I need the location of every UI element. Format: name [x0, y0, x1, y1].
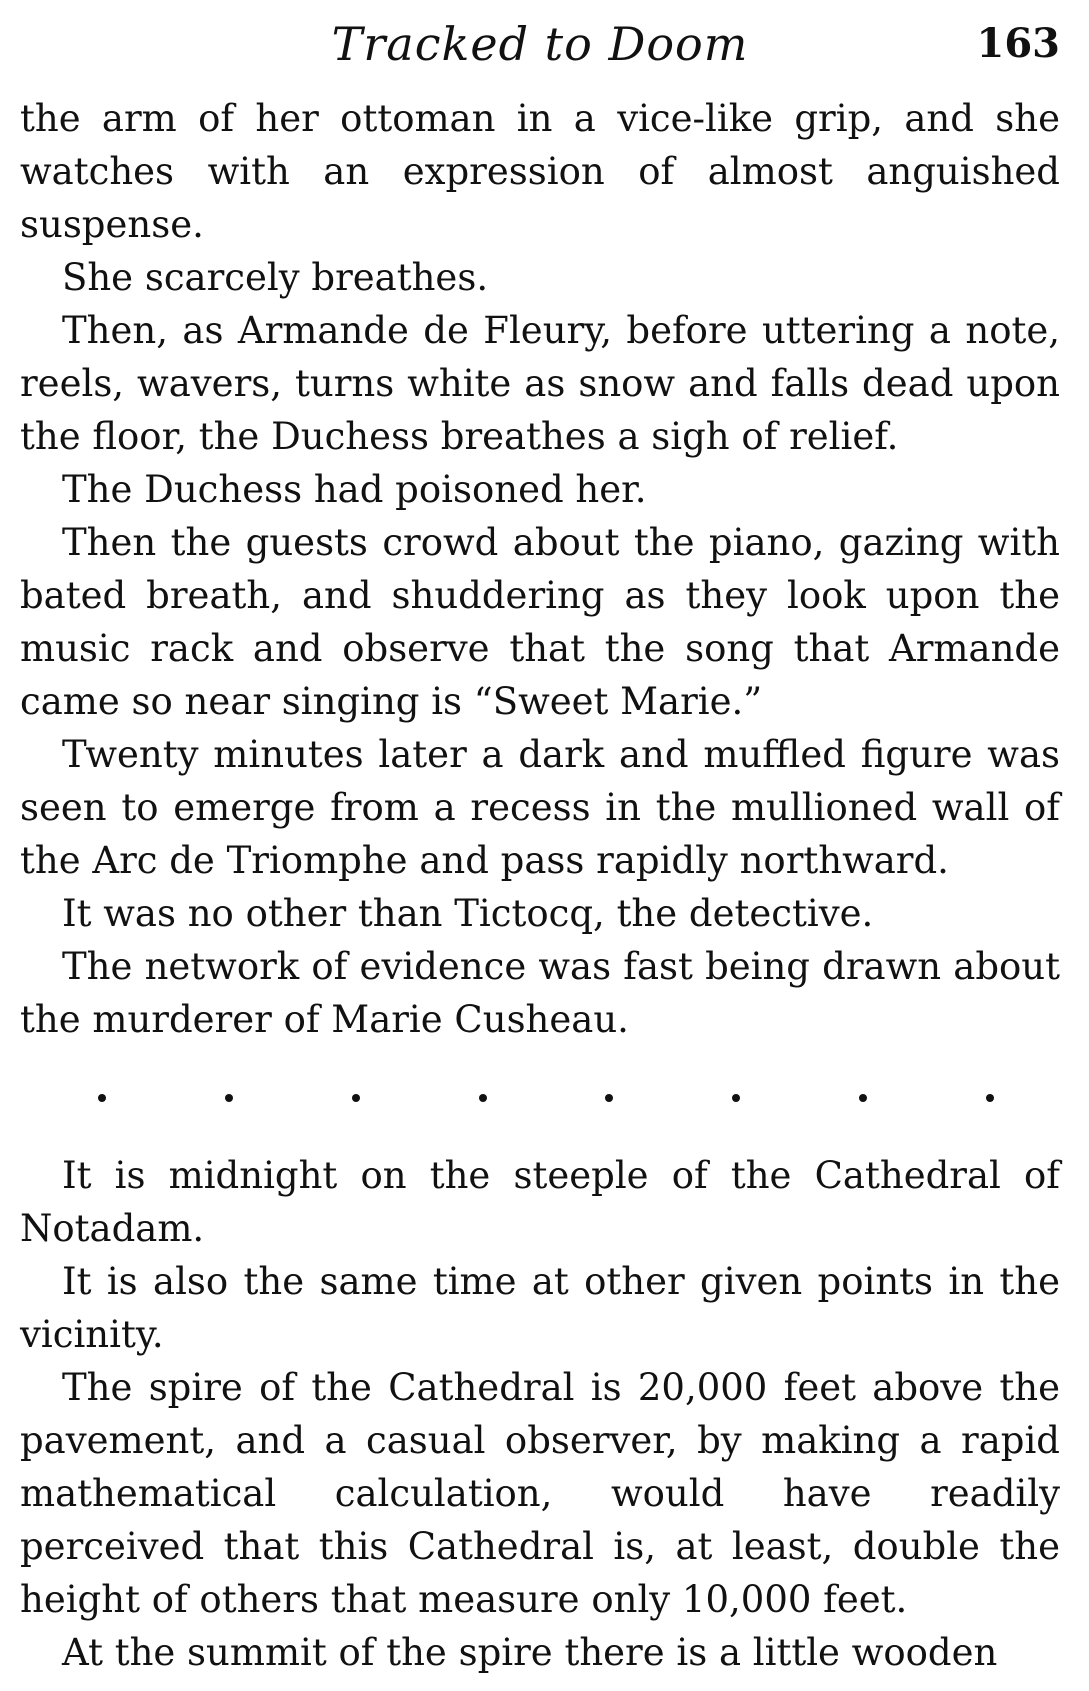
page-header [20, 14, 1060, 74]
section-break [20, 1046, 1060, 1149]
paragraph: It is midnight on the steeple of the Cathedral of Notadam. [20, 1154, 1060, 1250]
paragraph: Twenty minutes later a dark and muffled figure was seen to emerge from a recess in the mullioned wall of the Arc de Triomphe and pass rapidly northward. [20, 733, 1060, 882]
paragraph: the arm of her ottoman in a vice-like grip, and she watches with an expression of almost anguished suspense. [20, 97, 1060, 246]
section-break-dot [352, 1094, 360, 1102]
paragraph: It is also the same time at other given points in the vicinity. [20, 1260, 1060, 1356]
section-break-dot [98, 1094, 106, 1102]
paragraph: The network of evidence was fast being drawn about the murderer of Marie Cusheau. [20, 945, 1060, 1041]
paragraph: It was no other than Tictocq, the detective. [62, 892, 874, 935]
paragraph: The spire of the Cathedral is 20,000 feet above the pavement, and a casual observer, by making a rapid mathematical calculation, would have readily perceived that this Cathedral is, at least, double the height of others that measure only 10,000 feet. [20, 1366, 1060, 1621]
section-break-dot [986, 1094, 994, 1102]
body-text [20, 92, 1060, 1679]
section-break-dot [859, 1094, 867, 1102]
running-title: Tracked to Doom [331, 17, 749, 71]
page-number: 163 [976, 20, 1060, 67]
paragraph: Then, as Armande de Fleury, before uttering a note, reels, wavers, turns white as snow and falls dead upon the floor, the Duchess breathes a sigh of relief. [20, 309, 1060, 458]
paragraph: Then the guests crowd about the piano, gazing with bated breath, and shuddering as they look upon the music rack and observe that the song that Armande came so near singing is “Sweet Marie.” [20, 521, 1060, 723]
paragraph: At the summit of the spire there is a little wooden [62, 1631, 998, 1674]
section-break-dot [605, 1094, 613, 1102]
section-break-dot [479, 1094, 487, 1102]
paragraph: She scarcely breathes. [62, 256, 489, 299]
section-break-dot [225, 1094, 233, 1102]
book-page [20, 0, 1060, 1691]
paragraph: The Duchess had poisoned her. [62, 468, 647, 511]
section-break-dot [732, 1094, 740, 1102]
